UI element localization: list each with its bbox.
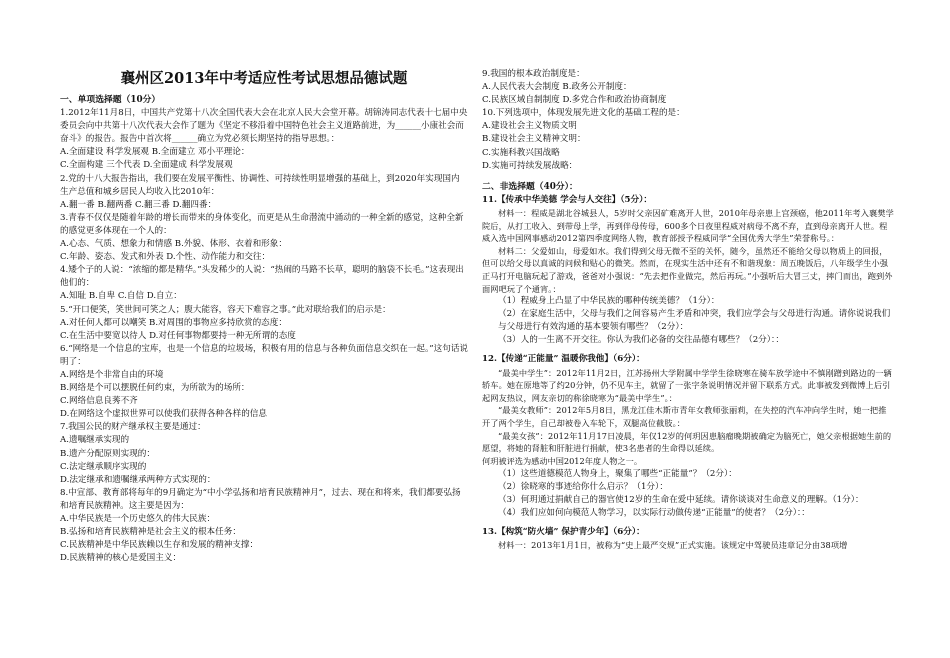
question-heading: 12.【传递“正能量” 温暖你我他】（6分）： [482, 354, 645, 365]
sub-question: （3）人的一生离不开交往。你认为我们必备的交往品德有哪些？（2分）：： [498, 335, 784, 346]
option-line: D.实施可持续发展战略： [482, 160, 578, 171]
page-title: 襄州区2013年中考适应性考试思想品德试题 [120, 70, 408, 87]
material-paragraph: 材料二：父爱如山，母爱如水。我们得到父母无微不至的关怀，随今，虽然还不能给父母以物质上的回报，但可以给父母以真诚的问候和贴心的微笑。然而，在现实生活中还有不和谐现象：周五晚饭后，八年级学生小强正马打开电脑玩起了游戏，爸爸对小强说：“先去把作业做完，然后再玩。”小强听后大冒三丈，摔门而出，跑到外面网吧玩了个通宵。： [482, 245, 893, 294]
option-line: D.在网络这个虚拟世界可以使我们获得各种各样的信息 [60, 409, 267, 420]
sub-question: （3）何玥通过捐献自己的器官使12岁的生命在爱中延续。请你谈谈对生命意义的理解。（1分）： [498, 495, 864, 505]
option-line: A.全面建设 科学发展观 B.全面建立 邓小平理论： [60, 147, 250, 158]
question-11 [482, 194, 894, 348]
option-line: D.民族精神的核心是爱国主义： [60, 553, 182, 564]
option-line: C.法定继承顺序实现的 [60, 461, 147, 472]
option-line: C.民族精神是中华民族赖以生存和发展的精神支撑： [60, 540, 259, 551]
question-8 [60, 487, 468, 566]
option-line: C.在生活中要宽以待人 D.对任何事物都要持一种无所谓的态度 [60, 330, 296, 341]
option-line: C.网络信息良莠不齐 [60, 396, 138, 407]
option-line: B.建设社会主义精神文明： [482, 134, 586, 145]
option-line: B.遗产分配原则实现的： [60, 448, 155, 459]
question-6 [60, 343, 468, 422]
question-stem: 4.矮个子的人说：“浓缩的都是精华。”头发稀少的人说：“热闹的马路不长草，聪明的脑袋不长毛。”这表现出他们的： [60, 265, 464, 289]
material-paragraph: “最美女教师”：2012年5月8日，黑龙江佳木斯市青年女教师张丽莉，在失控的汽车冲向学生时，她一把推开了两个学生，自己却被卷入车轮下，双腿高位截肢。： [482, 405, 887, 428]
sub-question: （2）徐晓寒的事迹给你什么启示？（1分）： [498, 481, 668, 492]
option-line: A.知耻 B.自卑 C.自信 D.自立： [60, 291, 182, 302]
material-paragraph: 何玥被评选为感动中国2012年度人物之一。 [482, 455, 643, 466]
question-stem: 10.下列选项中，体现发展先进文化的基础工程的是： [482, 108, 685, 119]
material-paragraph: “最美中学生”：2012年11月2日，江苏扬州大学附属中学学生徐晓寒在骑车放学途中不慎剐蹭到路边的一辆轿车。她在原地等了约20分钟，仍不见车主，就留了一张字条说明情况并留下联系方式。此事被发到微博上后引起网友热议，网友亲切的称徐晓寒为“最美中学生”。： [482, 367, 892, 403]
option-line: C.全面构建 三个代表 D.全面建成 科学发展观 [60, 160, 233, 171]
sub-question: （1）程威身上凸显了中华民族的哪种传统美德？（1分）： [498, 296, 720, 307]
question-heading: 11.【传承中华美德 学会与人交往】（5分）： [482, 194, 653, 205]
question-stem: 5.“开口便笑，笑世间可笑之人；腹大能容，容天下难容之事。”此对联给我们的启示是： [60, 304, 391, 315]
sub-question: （1）这些道德模范人物身上，聚集了哪些“正能量”？（2分）： [498, 468, 737, 479]
question-9 [482, 68, 894, 107]
option-line: B.网络是个可以摆脱任何约束，为所欲为的场所： [60, 383, 250, 394]
question-10 [482, 107, 894, 172]
question-12 [482, 353, 894, 520]
option-line: B.弘扬和培育民族精神是社会主义的根本任务： [60, 527, 241, 538]
sub-question: （4）我们应如何向模范人物学习，以实际行动做传递“正能量”的使者？（2分）：： [498, 508, 810, 519]
question-stem: 3.青春不仅仅是随着年龄的增长而带来的身体变化，而更是从生命潜流中涌动的一种全新的感觉，这种全新的感觉更多体现在一个人的： [60, 212, 464, 236]
sub-question: （2）在家庭生活中，父母与我们之间容易产生矛盾和冲突，我们应学会与父母进行沟通。请你说说我们与父母进行有效沟通的基本要领有哪些？（2分）： [498, 309, 891, 333]
question-4 [60, 264, 468, 303]
question-stem: 9.我国的根本政治制度是： [482, 69, 585, 79]
option-line: A.网络是个非常自由的环境 [60, 369, 164, 380]
material-paragraph: “最美女孩”：2012年11月17日凌晨，年仅12岁的何玥因患脑瘤晚期被确定为脑死亡，她父亲根据她生前的愿望，将她的肾脏和肝脏进行捐献，使3名患者的生命得以延续。 [482, 430, 892, 454]
left-column [60, 0, 468, 565]
question-stem: 7.我国公民的财产继承权主要是通过： [60, 422, 206, 433]
option-line: A.对任何人都可以嘲笑 B.对周围的事物应多持欣赏的态度： [60, 317, 287, 328]
question-stem: 8.中宣部、教育部将每年的9月确定为“中小学弘扬和培育民族精神月”，过去、现在和将来，我们都要弘扬和培育民族精神。这主要是因为： [60, 487, 461, 511]
option-line: C.实施科教兴国战略 [482, 147, 560, 158]
option-line: A.人民代表大会制度 B.政务公开制度： [482, 82, 632, 93]
question-heading: 13.【构筑“防火墙” 保护青少年】（6分）： [482, 527, 645, 538]
section-heading-choice: 一、单项选择题（10分） [60, 95, 161, 105]
question-13 [482, 526, 894, 552]
question-stem: 2.党的十八大报告指出，我们要在发展平衡性、协调性、可持续性明显增强的基础上，到2020年实现国内生产总值和城乡居民人均收入比2010年： [60, 173, 460, 197]
option-line: A.建设社会主义物质文明 [482, 121, 577, 132]
question-5 [60, 304, 468, 343]
option-line: A.中华民族是一个历史悠久的伟大民族： [60, 514, 216, 524]
question-1 [60, 107, 468, 172]
question-stem: 1.2012年11月8日，中国共产党第十八次全国代表大会在北京人民大会堂开幕。胡锦涛同志代表十七届中央委员会向中共第十八次代表大会作了题为《坚定不移沿着中国特色社会主义道路前进，为______小康社会而奋斗》的报告。报告中首次将______确立为党必须长期坚持的指导思想。： [60, 108, 468, 145]
question-2 [60, 173, 468, 212]
question-3 [60, 212, 468, 264]
option-line: C.年龄、姿态、发式和外表 D.个性、动作能力和交往： [60, 252, 271, 263]
question-stem: 6.“网络是一个信息的宝库，也是一个信息的垃圾场，积极有用的信息与各种负面信息交织在一起。”这句话说明了： [60, 343, 469, 367]
material-paragraph: 材料一：2013年1月1日，被称为“史上最严交规”正式实施。该规定中驾驶员违章记分由38项增 [498, 540, 848, 551]
option-line: A.心态、气质、想象力和情感 B.外貌、体形、衣着和形象： [60, 239, 287, 250]
question-7 [60, 421, 468, 486]
option-line: D.法定继承和遗嘱继承两种方式实现的： [60, 474, 216, 485]
section-heading-essay: 二、非选择题（40分）： [482, 181, 578, 192]
option-line: A.遗嘱继承实现的 [60, 435, 130, 446]
material-paragraph: 材料一：程威是湖北谷城县人，5岁时父亲因矿难离开人世，2010年母亲患上宫颈癌，他2011年考入襄樊学院后，从打工收入、到带母上学，再到伴母传母，600多个日夜里程威对病母不离不弃，直到母亲离开人世。程威入选中国网事感动2012第四季度网络人物，教育部授予程威同学“全国优秀大学生”荣誉称号。： [482, 207, 894, 244]
right-column [482, 68, 894, 552]
option-line: C.民族区域自制制度 D.多党合作和政治协商制度 [482, 95, 667, 106]
option-line: A.翻一番 B.翻两番 C.翻三番 D.翻四番： [60, 199, 217, 210]
